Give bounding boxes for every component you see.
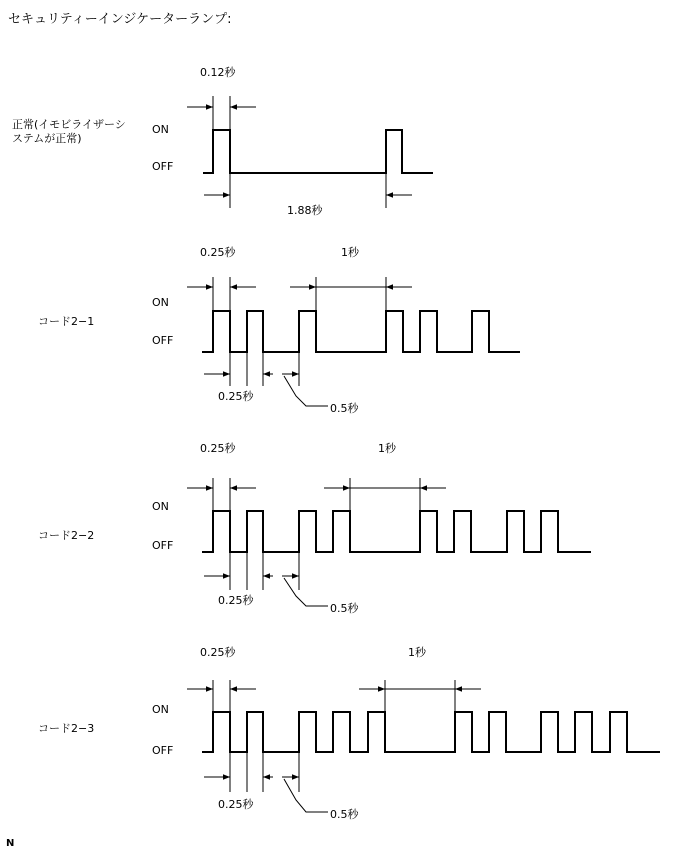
code21-waveform — [202, 311, 520, 352]
normal-label-line2: ステムが正常) — [12, 132, 82, 145]
code23-pulse-dim: 0.25秒 — [200, 646, 236, 659]
code23-on-label: ON — [152, 703, 169, 716]
code22-gap-dim: 1秒 — [378, 442, 396, 455]
normal-dimensions — [187, 96, 412, 208]
code22-on-label: ON — [152, 500, 169, 513]
code21-on-label: ON — [152, 296, 169, 309]
code21-gap-dim: 1秒 — [341, 246, 359, 259]
normal-top-dim: 0.12秒 — [200, 66, 236, 79]
code21-callout: 0.5秒 — [330, 402, 359, 415]
code21-low-dim: 0.25秒 — [218, 390, 254, 403]
normal-bottom-dim: 1.88秒 — [287, 204, 323, 217]
code22-off-label: OFF — [152, 539, 174, 552]
normal-on-label: ON — [152, 123, 169, 136]
code23-off-label: OFF — [152, 744, 174, 757]
code23-waveform — [202, 712, 660, 752]
code23-gap-dim: 1秒 — [408, 646, 426, 659]
normal-label-line1: 正常(イモビライザーシ — [12, 118, 126, 131]
code22-callout: 0.5秒 — [330, 602, 359, 615]
code23-low-dim: 0.25秒 — [218, 798, 254, 811]
code23-label: コード2−3 — [38, 722, 95, 735]
code21-pulse-dim: 0.25秒 — [200, 246, 236, 259]
code22-pulse-dim: 0.25秒 — [200, 442, 236, 455]
code22-low-dim: 0.25秒 — [218, 594, 254, 607]
code21-off-label: OFF — [152, 334, 174, 347]
normal-waveform — [203, 130, 433, 173]
normal-off-label: OFF — [152, 160, 174, 173]
page-title: セキュリティーインジケーターランプ: — [8, 12, 232, 27]
code23-callout: 0.5秒 — [330, 808, 359, 821]
corner-mark: N — [6, 838, 15, 849]
code22-label: コード2−2 — [38, 529, 95, 542]
code21-label: コード2−1 — [38, 315, 95, 328]
code22-waveform — [202, 511, 591, 552]
